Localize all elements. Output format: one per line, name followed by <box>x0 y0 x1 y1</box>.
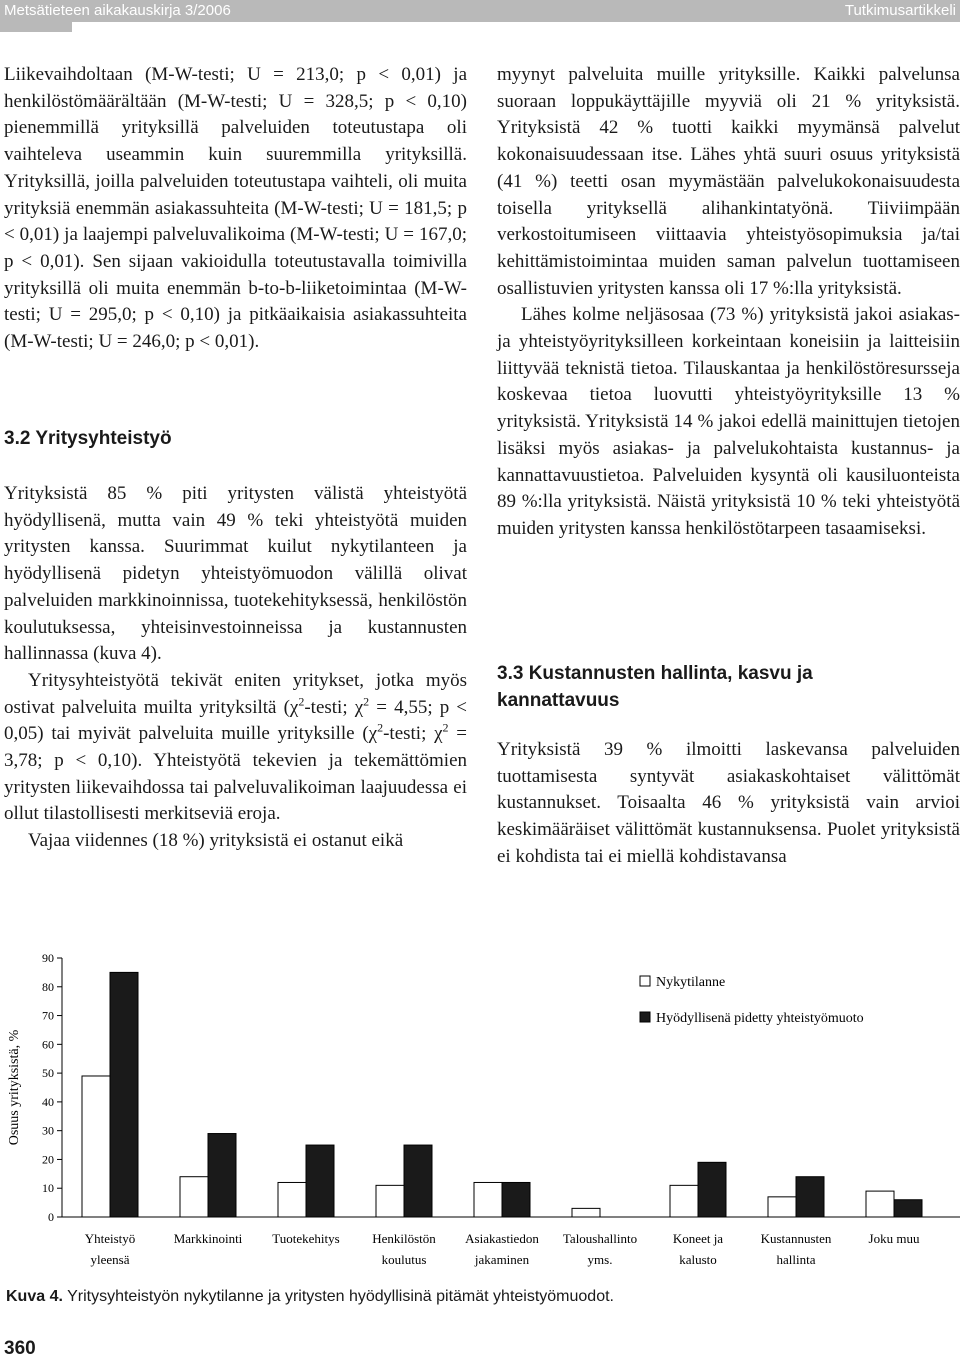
right-paragraph-3: Yrityksistä 39 % ilmoitti laskevansa palveluiden tuottamisesta syntyvät asiakaskohtaiset välittömät kustannukset. Toisaalta 46 % yrityksistä vain arvioi keskimääräiset välittömät kustannuksensa. Puolet yrityksistä ei kohdista tai ei miellä kohdistavansa <box>497 739 960 867</box>
x-category-label: Kustannusten <box>760 1231 832 1246</box>
caption-text: Yritysyhteistyön nykytilanne ja yritysten hyödyllisinä pitämät yhteistyömuodot. <box>62 1288 614 1305</box>
left-paragraph-2: Yrityksistä 85 % piti yritysten välistä yhteistyötä hyödyllisenä, mutta vain 49 % teki yhteistyötä muiden yritysten kanssa. Suurimmat kuilut nykytilanteen ja hyödyllisenä pidetyn yhteistyömuodon välillä olivat palveluiden markkinoinnissa, tuotekehityksessä, henkilöstön koulutuksessa, yhteisinvestoinneissa ja kustannusten hallinnassa (kuva 4). <box>4 483 467 665</box>
x-category-label: Tuotekehitys <box>272 1231 340 1246</box>
left-column-top <box>4 62 467 356</box>
right-column-top <box>497 62 960 543</box>
y-tick-label: 90 <box>42 951 54 965</box>
bar-nykytilanne <box>474 1182 502 1217</box>
legend-label: Nykytilanne <box>656 975 726 990</box>
bar-hyodyllinen <box>698 1162 726 1217</box>
x-category-label: Yhteistyö <box>84 1231 136 1246</box>
bar-nykytilanne <box>572 1208 600 1217</box>
bar-hyodyllinen <box>208 1134 236 1217</box>
x-category-label: Joku muu <box>868 1231 920 1246</box>
x-category-label: kalusto <box>679 1252 717 1267</box>
bar-hyodyllinen <box>110 972 138 1217</box>
y-tick-label: 60 <box>42 1037 54 1052</box>
header-accent-bar <box>0 22 72 32</box>
y-tick-label: 50 <box>42 1066 54 1081</box>
legend-swatch <box>640 1012 650 1022</box>
bar-nykytilanne <box>670 1185 698 1217</box>
bar-nykytilanne <box>866 1191 894 1217</box>
right-paragraph-2: Lähes kolme neljäsosaa (73 %) yrityksistä jakoi asiakas- ja yhteistyöyrityksilleen korkeintaan koneisiin ja laitteisiin liittyvää teknistä tietoa. Tilauskantaa ja henkilöstöresursseja koskevaa tietoa luovutti yhteistyöyrityksille 13 % yrityksistä. Yrityksistä 14 % jakoi edellä mainittujen tietojen lisäksi myös asiakas- ja palvelukohtaista kustannus- ja kannattavuustietoa. Palveluiden kysyntä oli kausiluonteista 89 %:lla yrityksistä. Näistä yrityksistä 10 % teki yhteistyötä muiden yritysten kanssa henkilöstötarpeen tasaamiseksi. <box>497 304 960 539</box>
x-category-label: yms. <box>587 1252 613 1267</box>
bar-hyodyllinen <box>502 1182 530 1217</box>
left-paragraph-1: Liikevaihdoltaan (M-W-testi; U = 213,0; p < 0,01) ja henkilöstömäärältään (M-W-testi; U = 328,5; p < 0,10) pienemmillä yrityksillä palveluiden toteutustapa oli vaihteleva useammin kuin suuremmilla yrityksillä. Yrityksillä, joilla palveluiden toteutustapa vaihteli, oli muita yrityksiä enemmän asiakassuhteita (M-W-testi; U = 181,5; p < 0,01) ja laajempi palveluvalikoima (M-W-testi; U = 167,0; p < 0,01). Sen sijaan vakioidulla toteutustavalla toimivilla yrityksillä oli muita enemmän b-to-b-liiketoimintaa (M-W-testi; U = 295,0; p < 0,10) ja pitkäaikaisia asiakassuhteita (M-W-testi; U = 246,0; p < 0,01). <box>4 64 467 353</box>
y-axis-label: Osuus yrityksistä, % <box>7 1029 22 1146</box>
left-paragraph-4: Vajaa viidennes (18 %) yrityksistä ei ostanut eikä <box>28 830 404 852</box>
left-column-bottom <box>4 481 467 855</box>
section-label: Tutkimusartikkeli <box>844 2 956 19</box>
x-category-label: Henkilöstön <box>372 1231 436 1246</box>
x-category-label: yleensä <box>90 1252 130 1267</box>
bar-nykytilanne <box>768 1197 796 1217</box>
bar-hyodyllinen <box>404 1145 432 1217</box>
x-category-label: Taloushallinto <box>562 1231 638 1246</box>
bar-nykytilanne <box>278 1182 306 1217</box>
journal-title: Metsätieteen aikakauskirja 3/2006 <box>4 2 231 19</box>
left-paragraph-3: Yritysyhteistyötä tekivät eniten yritykset, jotka myös ostivat palveluita muilta yrityksiltä ($\chi^2$-testi; $\chi^2 = 4,55$; p < 0,05) tai myivät palveluita muille yrityksille ($\chi^2$-testi; $\chi^2 = 3,78$; p < 0,10). Yhteistyötä tekevien ja tekemättömien yritysten liikevaihdossa tai palveluvalikoiman laajuudessa ei ollut tilastollisesti merkitseviä eroja. <box>4 669 468 825</box>
bar-hyodyllinen <box>796 1177 824 1217</box>
y-tick-label: 0 <box>48 1210 54 1224</box>
right-paragraph-1: myynyt palveluita muille yrityksille. Kaikki palvelunsa suoraan loppukäyttäjille myyviä oli 21 % yrityksistä. Yrityksistä 42 % tuotti kaikki myymänsä palvelut kokonaisuudessaan itse. Lähes yhtä suuri osuus yrityksistä (41 %) teetti osan myymästään palvelukokonaisuudesta toisella yrityksellä alihankintatyönä. Tiiviimpään verkostoitumiseen viittaavia yhteistyösopimuksia ja/tai kehittämistoimintaa muiden saman palvelun tuottamiseen osallistuvien yritysten kanssa oli 17 %:lla yrityksistä. <box>497 64 960 299</box>
running-header <box>0 0 960 22</box>
x-category-label: Asiakastiedon <box>465 1231 539 1246</box>
bar-nykytilanne <box>180 1177 208 1217</box>
bar-hyodyllinen <box>894 1200 922 1217</box>
y-tick-label: 20 <box>42 1152 54 1167</box>
bar-nykytilanne <box>82 1076 110 1217</box>
legend-label: Hyödyllisenä pidetty yhteistyömuoto <box>656 1011 864 1026</box>
x-category-label: koulutus <box>381 1252 427 1267</box>
y-tick-label: 40 <box>42 1094 54 1109</box>
y-tick-label: 10 <box>42 1181 54 1196</box>
bar-nykytilanne <box>376 1185 404 1217</box>
page-number: 360 <box>4 1338 36 1359</box>
figure-4-bar-chart <box>0 940 960 1280</box>
right-column-bottom <box>497 737 960 871</box>
section-heading-3-3: 3.3 Kustannusten hallinta, kasvu ja kannattavuus <box>497 663 813 711</box>
x-category-label: hallinta <box>776 1252 816 1267</box>
x-category-label: Koneet ja <box>672 1231 724 1246</box>
legend-swatch <box>640 976 650 986</box>
bar-hyodyllinen <box>306 1145 334 1217</box>
y-tick-label: 70 <box>42 1008 54 1023</box>
y-tick-label: 30 <box>42 1123 54 1138</box>
y-tick-label: 80 <box>42 979 54 994</box>
x-category-label: jakaminen <box>474 1252 530 1267</box>
figure-caption <box>6 1288 614 1306</box>
section-heading-3-2: 3.2 Yritysyhteistyö <box>4 428 172 449</box>
x-category-label: Markkinointi <box>173 1231 243 1246</box>
caption-label: Kuva 4. <box>6 1288 63 1305</box>
